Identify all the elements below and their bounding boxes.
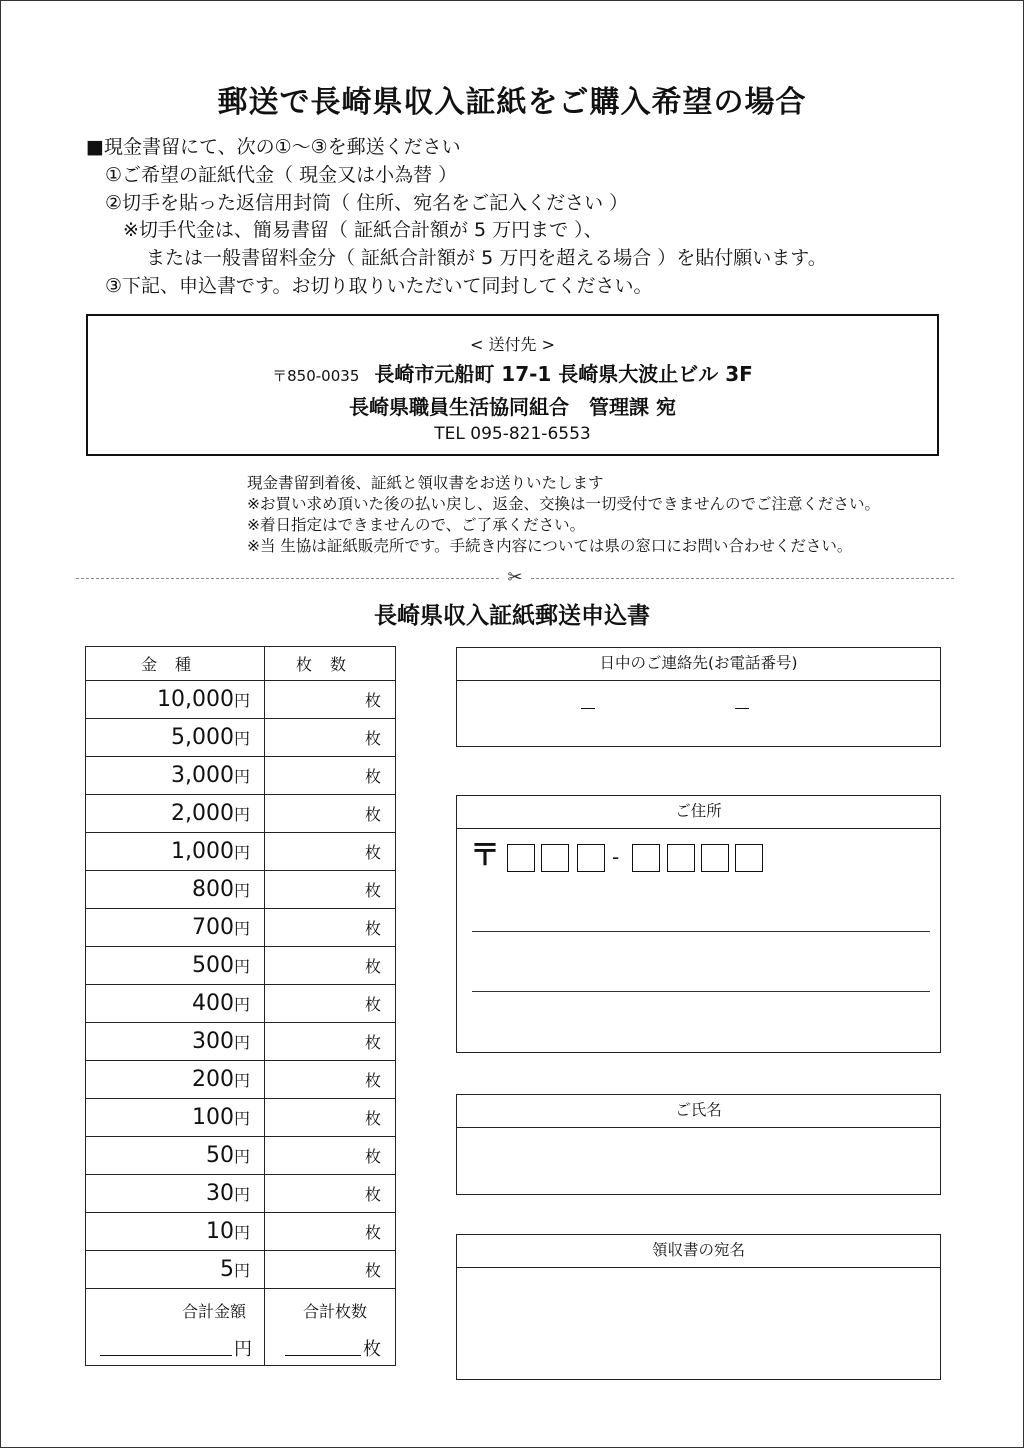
denomination-value: 1,000 [171, 839, 234, 864]
denomination-cell [86, 681, 265, 719]
column-header-denomination: 金種 [86, 647, 265, 681]
denomination-value: 300 [191, 1029, 234, 1054]
count-input-cell[interactable] [265, 1099, 396, 1137]
total-amount-label: 合計金額 [182, 1302, 247, 1321]
send-to-box [86, 314, 939, 456]
count-unit: 枚 [364, 1071, 381, 1090]
denomination-value: 200 [191, 1067, 234, 1092]
table-row [86, 947, 396, 985]
denomination-cell [86, 909, 265, 947]
postal-code-digit-box[interactable] [735, 844, 763, 872]
denomination-cell [86, 1137, 265, 1175]
table-row [86, 1213, 396, 1251]
postal-code-digit-box[interactable] [541, 844, 569, 872]
send-to-address-line [88, 358, 937, 387]
send-to-postal: 〒850-0035 [272, 367, 360, 385]
denomination-cell [86, 1213, 265, 1251]
instruction-item-3: ③下記、申込書です。お切り取りいただいて同封してください。 [105, 275, 653, 297]
stamp-order-table [85, 646, 396, 1366]
denomination-cell [86, 871, 265, 909]
count-unit: 枚 [364, 843, 381, 862]
count-input-cell[interactable] [265, 947, 396, 985]
denomination-value: 5 [219, 1257, 234, 1282]
postal-code-digit-box[interactable] [632, 844, 660, 872]
count-input-cell[interactable] [265, 871, 396, 909]
stamp-rows [86, 681, 396, 1289]
denomination-value: 500 [191, 953, 234, 978]
scissors-icon: ✂ [500, 568, 530, 588]
count-input-cell[interactable] [265, 795, 396, 833]
count-unit: 枚 [364, 995, 381, 1014]
address-input-line[interactable] [472, 931, 930, 932]
receipt-name-input[interactable] [457, 1268, 940, 1379]
count-unit: 枚 [364, 1261, 381, 1280]
postal-mark-icon: 〒 [470, 838, 500, 873]
yen-unit: 円 [233, 767, 250, 786]
yen-unit: 円 [233, 691, 250, 710]
table-row [86, 985, 396, 1023]
count-unit: 枚 [364, 1185, 381, 1204]
table-row [86, 1099, 396, 1137]
yen-unit: 円 [233, 957, 250, 976]
address-input-line[interactable] [472, 991, 930, 992]
count-unit: 枚 [364, 957, 381, 976]
count-input-cell[interactable] [265, 681, 396, 719]
count-input-cell[interactable] [265, 1061, 396, 1099]
notes [247, 473, 880, 557]
table-row [86, 871, 396, 909]
note-line: ※着日指定はできませんので、ご了承ください。 [247, 516, 586, 534]
count-unit: 枚 [364, 919, 381, 938]
phone-box [456, 647, 941, 747]
yen-unit: 円 [233, 881, 250, 900]
instruction-item-1: ①ご希望の証紙代金（ 現金又は小為替 ） [105, 164, 458, 186]
yen-unit: 円 [233, 1147, 250, 1166]
denomination-cell [86, 1061, 265, 1099]
name-label: ご氏名 [457, 1095, 940, 1128]
denomination-value: 700 [191, 915, 234, 940]
address-box [456, 795, 941, 1053]
note-line: ※お買い求め頂いた後の払い戻し、返金、交換は一切受付できませんのでご注意ください。 [247, 495, 880, 513]
denomination-cell [86, 1251, 265, 1289]
denomination-value: 400 [191, 991, 234, 1016]
yen-unit: 円 [233, 995, 250, 1014]
table-row [86, 1137, 396, 1175]
table-total-row [86, 1289, 396, 1366]
yen-unit: 円 [233, 1033, 250, 1052]
denomination-value: 50 [205, 1143, 234, 1168]
yen-unit: 円 [233, 843, 250, 862]
receipt-box [456, 1234, 941, 1380]
count-input-cell[interactable] [265, 1175, 396, 1213]
total-count-unit: 枚 [363, 1339, 381, 1360]
name-box [456, 1094, 941, 1195]
table-row [86, 1023, 396, 1061]
note-line: 現金書留到着後、証紙と領収書をお送りいたします [247, 474, 604, 492]
denomination-cell [86, 833, 265, 871]
page-title: 郵送で長崎県収入証紙をご購入希望の場合 [217, 85, 807, 120]
total-count-cell[interactable] [265, 1289, 396, 1366]
count-unit: 枚 [364, 1223, 381, 1242]
count-unit: 枚 [364, 1109, 381, 1128]
table-row [86, 1061, 396, 1099]
total-amount-unit: 円 [234, 1339, 252, 1360]
table-row [86, 681, 396, 719]
address-label: ご住所 [457, 796, 940, 829]
denomination-cell [86, 1099, 265, 1137]
denomination-cell [86, 1175, 265, 1213]
table-row [86, 719, 396, 757]
table-row [86, 795, 396, 833]
postal-code-digit-box[interactable] [577, 844, 605, 872]
yen-unit: 円 [233, 1223, 250, 1242]
total-amount-cell[interactable] [86, 1289, 265, 1366]
send-to-org: 長崎県職員生活協同組合 管理課 宛 [349, 395, 676, 419]
count-input-cell[interactable] [265, 833, 396, 871]
denomination-value: 800 [191, 877, 234, 902]
table-row [86, 1175, 396, 1213]
count-unit: 枚 [364, 691, 381, 710]
denomination-value: 3,000 [171, 763, 234, 788]
name-input[interactable] [457, 1128, 940, 1194]
instruction-heading: ■現金書留にて、次の①～③を郵送ください [86, 136, 461, 158]
denomination-cell [86, 719, 265, 757]
denomination-cell [86, 757, 265, 795]
yen-unit: 円 [233, 805, 250, 824]
count-unit: 枚 [364, 805, 381, 824]
table-row [86, 1251, 396, 1289]
yen-unit: 円 [233, 729, 250, 748]
postal-code-digit-box[interactable] [667, 844, 695, 872]
form-title: 長崎県収入証紙郵送申込書 [374, 603, 650, 629]
denomination-value: 100 [191, 1105, 234, 1130]
phone-label: 日中のご連絡先(お電話番号) [457, 648, 940, 681]
yen-unit: 円 [233, 919, 250, 938]
denomination-cell [86, 1023, 265, 1061]
total-amount-underline [100, 1355, 232, 1356]
count-input-cell[interactable] [265, 909, 396, 947]
denomination-value: 30 [205, 1181, 234, 1206]
denomination-cell [86, 795, 265, 833]
total-count-label: 合計枚数 [303, 1302, 368, 1321]
count-input-cell[interactable] [265, 1213, 396, 1251]
instruction-note-2: または一般書留料金分（ 証紙合計額が 5 万円を超える場合 ）を貼付願います。 [146, 247, 827, 269]
phone-input[interactable] [457, 681, 940, 746]
table-row [86, 909, 396, 947]
send-to-heading: < 送付先 > [470, 335, 555, 354]
count-unit: 枚 [364, 767, 381, 786]
denomination-value: 2,000 [171, 801, 234, 826]
denomination-cell [86, 947, 265, 985]
denomination-cell [86, 985, 265, 1023]
count-input-cell[interactable] [265, 757, 396, 795]
instruction-note-1: ※切手代金は、簡易書留（ 証紙合計額が 5 万円まで ）、 [123, 219, 603, 241]
count-input-cell[interactable] [265, 719, 396, 757]
postal-code-hyphen: - [612, 845, 620, 869]
yen-unit: 円 [233, 1071, 250, 1090]
yen-unit: 円 [233, 1185, 250, 1204]
denomination-value: 10 [205, 1219, 234, 1244]
count-unit: 枚 [364, 881, 381, 900]
table-row [86, 757, 396, 795]
count-input-cell[interactable] [265, 1023, 396, 1061]
denomination-value: 5,000 [171, 725, 234, 750]
send-to-tel: TEL 095-821-6553 [434, 424, 591, 444]
denomination-value: 10,000 [157, 687, 234, 712]
column-header-count: 枚数 [265, 647, 396, 681]
total-count-underline [285, 1355, 361, 1356]
count-unit: 枚 [364, 729, 381, 748]
count-unit: 枚 [364, 1147, 381, 1166]
send-to-address: 長崎市元船町 17-1 長崎県大波止ビル 3F [374, 362, 753, 386]
note-line: ※当 生協は証紙販売所です。手続き内容については県の窓口にお問い合わせください。 [247, 537, 853, 555]
table-header-row [86, 647, 396, 681]
count-input-cell[interactable] [265, 1137, 396, 1175]
postal-code-digit-box[interactable] [701, 844, 729, 872]
count-input-cell[interactable] [265, 985, 396, 1023]
postal-code-digit-box[interactable] [507, 844, 535, 872]
receipt-label: 領収書の宛名 [457, 1235, 940, 1268]
count-unit: 枚 [364, 1033, 381, 1052]
count-input-cell[interactable] [265, 1251, 396, 1289]
table-row [86, 833, 396, 871]
yen-unit: 円 [233, 1109, 250, 1128]
instruction-item-2: ②切手を貼った返信用封筒（ 住所、宛名をご記入ください ） [105, 192, 629, 214]
yen-unit: 円 [233, 1261, 250, 1280]
